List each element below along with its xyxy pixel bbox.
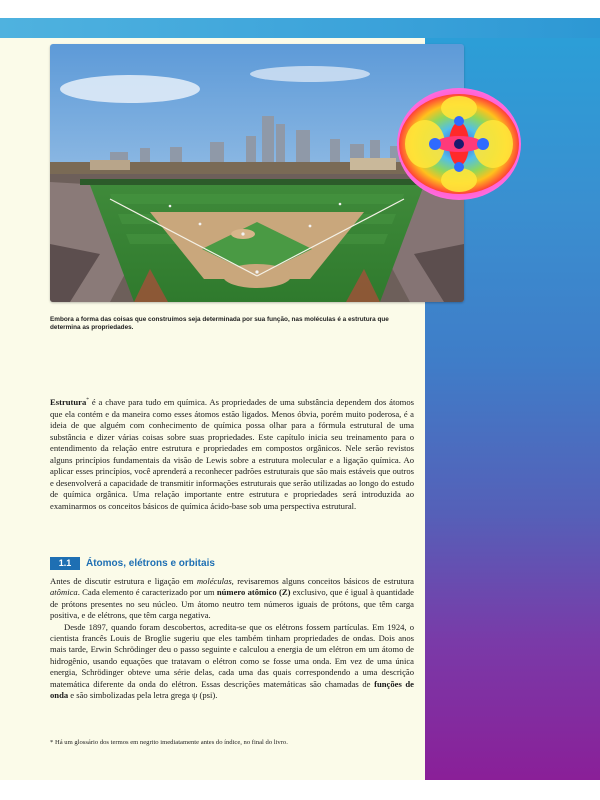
footnote: * Há um glossário dos termos em negrito imediatamente antes do índice, no final do livro. — [50, 739, 288, 746]
photo-caption: Embora a forma das coisas que construímos seja determinada por sua função, nas moléculas é a estrutura que determina as propriedades. — [50, 316, 389, 331]
section-paragraph-2: Desde 1897, quando foram descobertos, acredita-se que os elétrons fossem partículas. Em 1924, o cientista francês Louis de Broglie sugeriu que eles também tinham propriedades de ondas. Dois anos mais tarde, Erwin Schrödinger deu o passo seguinte e calculou a energia de um elétron em um átomo de hidrogênio, usando equações que tratavam o elétron como se fosse uma onda. Em vez de uma única energia, Schrödinger obteve uma série delas, cada uma das quais correspondendo a uma descrição matemática diferente da onda do elétron. Essas descrições matemáticas são chamadas de funções de onda e são simbolizadas pela letra grega ψ (psi). — [50, 621, 414, 701]
top-color-band — [0, 18, 600, 38]
orbital-graphic — [395, 86, 523, 202]
section-paragraph-1: Antes de discutir estrutura e ligação em moléculas, revisaremos alguns conceitos básicos de estrutura atômica. Cada elemento é caracterizado por um número atômico (Z) exclusivo, que é igual à quantidade de prótons presentes no seu núcleo. Um átomo neutro tem números iguais de prótons, que têm carga positiva, e de elétrons, que têm carga negativa. — [50, 576, 414, 621]
intro-paragraph — [50, 397, 414, 512]
term-estrutura: Estrutura — [50, 397, 87, 407]
intro-text: é a chave para tudo em química. As propriedades de uma substância dependem dos átomos que ela contém e da maneira como esses átomos estão ligados. Menos óbvia, porém muito poderosa, é a ideia de que alguém com conhecimento de química possa olhar para a fórmula estrutural de uma substância e dizer várias coisas sobre suas propriedades. Este capítulo inicia seu treinamento para o entendimento da relação entre estrutura e propriedades em compostos orgânicos. Nele serão revistos alguns princípios fundamentais da visão de Lewis sobre a estrutura molecular e a ligação química. Ao aplicar esses princípios, você aprenderá a reconhecer padrões estruturais que são mais estáveis que outros e desenvolverá a capacidade de transmitir informações estruturais que serão utilizadas ao longo do estudo de química orgânica. Uma relação importante entre estrutura e propriedades será introduzida ao examinarmos os conceitos básicos de química ácido-base sob uma perspectiva estrutural. — [50, 397, 414, 511]
section-number: 1.1 — [50, 557, 80, 570]
footnote-mark: * — [86, 397, 90, 404]
section-heading — [50, 556, 414, 570]
section-body — [50, 576, 414, 701]
section-title: Átomos, elétrons e orbitais — [86, 557, 215, 569]
